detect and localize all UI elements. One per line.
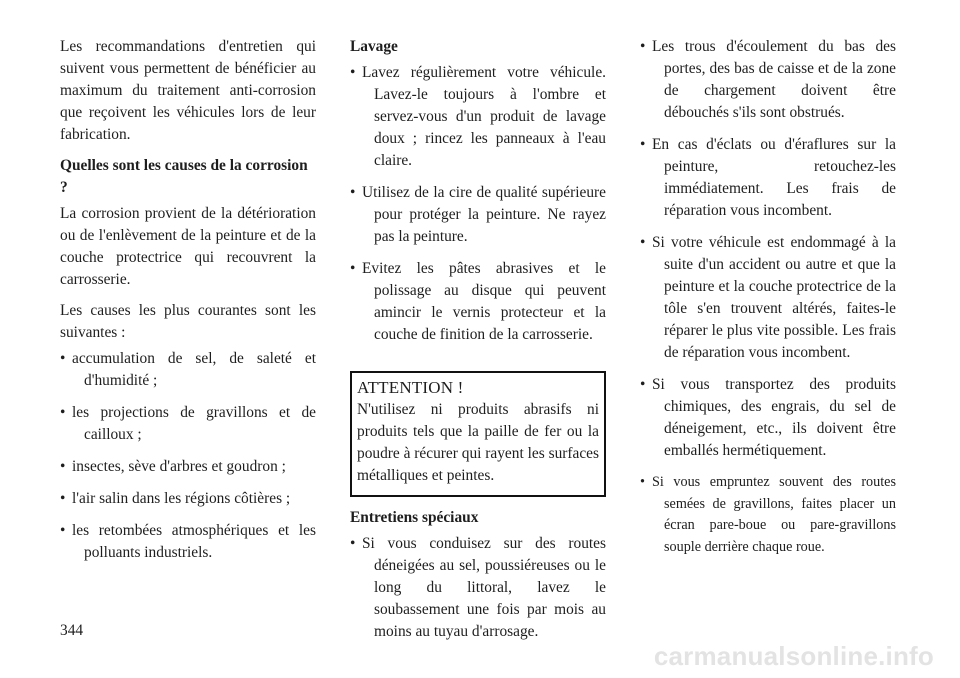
list-item: • Si vous conduisez sur des routes déneigées au sel, poussiéreuses ou le long du littoral, lavez le soubassement une fois par mois au moins au tuyau d'arrosage. <box>350 533 606 643</box>
list-item: • Les trous d'écoulement du bas des portes, des bas de caisse et de la zone de chargement doivent être débouchés s'ils sont obstrués. <box>640 36 896 124</box>
list-item: • l'air salin dans les régions côtières ; <box>60 488 316 510</box>
list-item: • Si votre véhicule est endommagé à la suite d'un accident ou autre et que la peinture et la couche protectrice de la tôle s'en trouvent altérés, faites-le réparer le plus vite possible. Les frais de réparation vous incombent. <box>640 232 896 364</box>
watermark: carmanualsonline.info <box>653 641 934 671</box>
intro-paragraph: Les recommandations d'entretien qui suivent vous permettent de bénéficier au maximum du traitement anti-corrosion que reçoivent les véhicules lors de leur fabrication. <box>60 38 316 143</box>
list-item: • Lavez régulièrement votre véhicule. Lavez-le toujours à l'ombre et servez-vous d'un produit de lavage doux ; rincez les panneaux à l'eau claire. <box>350 62 606 172</box>
maintenance-list <box>640 36 896 558</box>
column-1 <box>60 36 316 574</box>
column-2 <box>350 36 606 653</box>
list-item: • Utilisez de la cire de qualité supérieure pour protéger la peinture. Ne rayez pas la peinture. <box>350 182 606 248</box>
warning-title: ATTENTION ! <box>357 378 464 397</box>
washing-list <box>350 62 606 346</box>
list-item: • Evitez les pâtes abrasives et le polissage au disque qui peuvent amincir le vernis protecteur et la couche de finition de la carrosserie. <box>350 258 606 346</box>
section-heading-causes: Quelles sont les causes de la corrosion ? <box>60 157 308 196</box>
list-item: • les retombées atmosphériques et les polluants industriels. <box>60 520 316 564</box>
section-heading-washing: Lavage <box>350 38 398 55</box>
column-3 <box>640 36 896 568</box>
causes-list <box>60 348 316 564</box>
paragraph-common-causes: Les causes les plus courantes sont les suivantes : <box>60 302 316 341</box>
page-number: 344 <box>60 622 84 639</box>
list-item: • En cas d'éclats ou d'éraflures sur la peinture, retouchez-les immédiatement. Les frais de réparation vous incombent. <box>640 134 896 222</box>
section-heading-special-care: Entretiens spéciaux <box>350 509 479 526</box>
list-item: • Si vous empruntez souvent des routes semées de gravillons, faites placer un écran pare-boue ou pare-gravillons souple derrière chaque roue. <box>640 472 896 558</box>
list-item: • insectes, sève d'arbres et goudron ; <box>60 456 316 478</box>
warning-box <box>350 371 606 497</box>
special-care-list <box>350 533 606 643</box>
warning-text: N'utilisez ni produits abrasifs ni produits tels que la paille de fer ou la poudre à récurer qui rayent les surfaces métalliques et peintes. <box>357 401 599 484</box>
list-item: • Si vous transportez des produits chimiques, des engrais, du sel de déneigement, etc., ils doivent être emballés hermétiquement. <box>640 374 896 462</box>
list-item: • les projections de gravillons et de cailloux ; <box>60 402 316 446</box>
paragraph-corrosion-origin: La corrosion provient de la détérioration ou de l'enlèvement de la peinture et de la couche protectrice qui recouvrent la carrosserie. <box>60 205 316 288</box>
list-item: • accumulation de sel, de saleté et d'humidité ; <box>60 348 316 392</box>
